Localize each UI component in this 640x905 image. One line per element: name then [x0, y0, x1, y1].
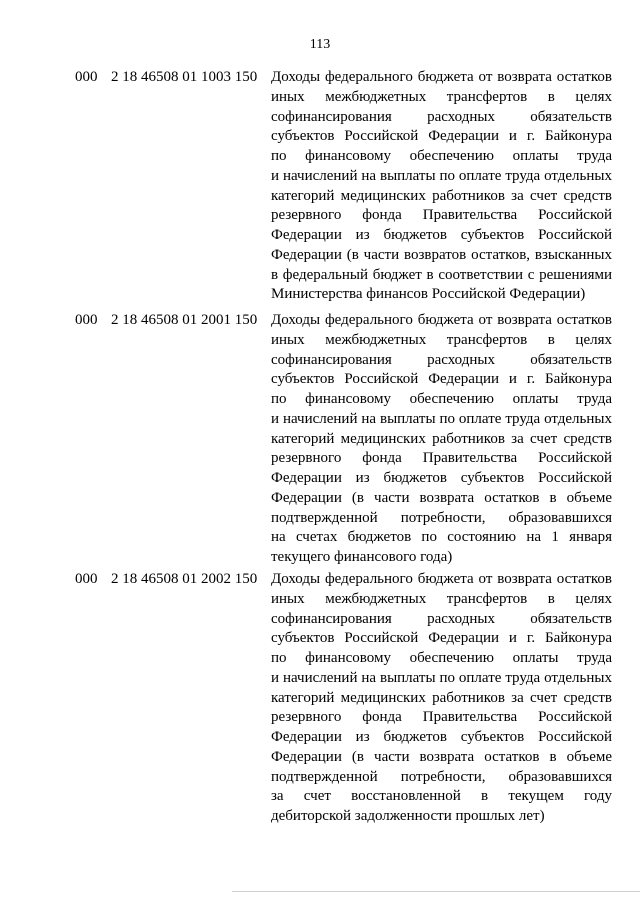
description-line: подтвержденной потребности, образовавшихся [271, 509, 612, 526]
description-line: иных межбюджетных трансфертов в целях [271, 331, 612, 348]
description-line: и начислений на выплаты по оплате труда отдельных [271, 669, 612, 686]
budget-classifier-code: 2 18 46508 01 1003 150 [111, 69, 258, 85]
description-line: в федеральный бюджет в соответствии с решениями [271, 266, 612, 283]
entry-description [271, 68, 612, 305]
description-line: Федерации (в части возвратов остатков, взысканных [271, 246, 612, 263]
page-number: 113 [309, 37, 331, 52]
description-line: по финансовому обеспечению оплаты труда [271, 391, 612, 407]
description-line: Федерации (в части возврата остатков в объеме [271, 489, 612, 506]
description-line: категорий медицинских работников за счет средств [271, 187, 612, 204]
admin-code: 000 [75, 69, 98, 85]
budget-classifier-code: 2 18 46508 01 2002 150 [111, 571, 258, 587]
budget-classifier-code: 2 18 46508 01 2001 150 [111, 312, 258, 328]
admin-code: 000 [75, 312, 98, 328]
description-line: и начислений на выплаты по оплате труда отдельных [271, 410, 612, 427]
entry-description [271, 570, 612, 827]
description-line: резервного фонда Правительства Российской [271, 709, 612, 726]
description-line: резервного фонда Правительства Российской [271, 207, 612, 224]
description-line: софинансирования расходных обязательств [271, 108, 612, 125]
description-line: иных межбюджетных трансфертов в целях [271, 590, 612, 607]
description-line: Министерства финансов Российской Федерации) [271, 286, 586, 303]
description-line: Доходы федерального бюджета от возврата остатков [271, 69, 612, 85]
description-line: категорий медицинских работников за счет средств [271, 430, 612, 447]
description-line: Доходы федерального бюджета от возврата остатков [271, 571, 612, 587]
description-line: Федерации (в части возврата остатков в объеме [271, 748, 612, 765]
description-line: Доходы федерального бюджета от возврата остатков [271, 312, 612, 328]
description-line: иных межбюджетных трансфертов в целях [271, 88, 612, 105]
entry-description [271, 311, 612, 568]
description-line: по финансовому обеспечению оплаты труда [271, 148, 612, 164]
description-line: субъектов Российской Федерации и г. Байконура [271, 128, 612, 145]
description-line: на счетах бюджетов по состоянию на 1 января [271, 529, 612, 546]
admin-code: 000 [75, 571, 98, 587]
description-line: текущего финансового года) [271, 549, 453, 565]
description-line: Федерации из бюджетов субъектов Российской [271, 227, 612, 243]
description-line: Федерации из бюджетов субъектов Российской [271, 470, 612, 486]
description-line: субъектов Российской Федерации и г. Байконура [271, 371, 612, 388]
description-line: и начислений на выплаты по оплате труда отдельных [271, 167, 612, 184]
description-line: по финансовому обеспечению оплаты труда [271, 650, 612, 666]
description-line: резервного фонда Правительства Российской [271, 450, 612, 467]
description-line: категорий медицинских работников за счет средств [271, 689, 612, 706]
scan-edge-line [232, 891, 640, 892]
description-line: за счет восстановленной в текущем году [271, 788, 612, 805]
description-line: дебиторской задолженности прошлых лет) [271, 808, 545, 824]
description-line: субъектов Российской Федерации и г. Байконура [271, 630, 612, 647]
description-line: подтвержденной потребности, образовавшихся [271, 768, 612, 785]
description-line: Федерации из бюджетов субъектов Российской [271, 729, 612, 745]
description-line: софинансирования расходных обязательств [271, 610, 612, 627]
description-line: софинансирования расходных обязательств [271, 351, 612, 368]
